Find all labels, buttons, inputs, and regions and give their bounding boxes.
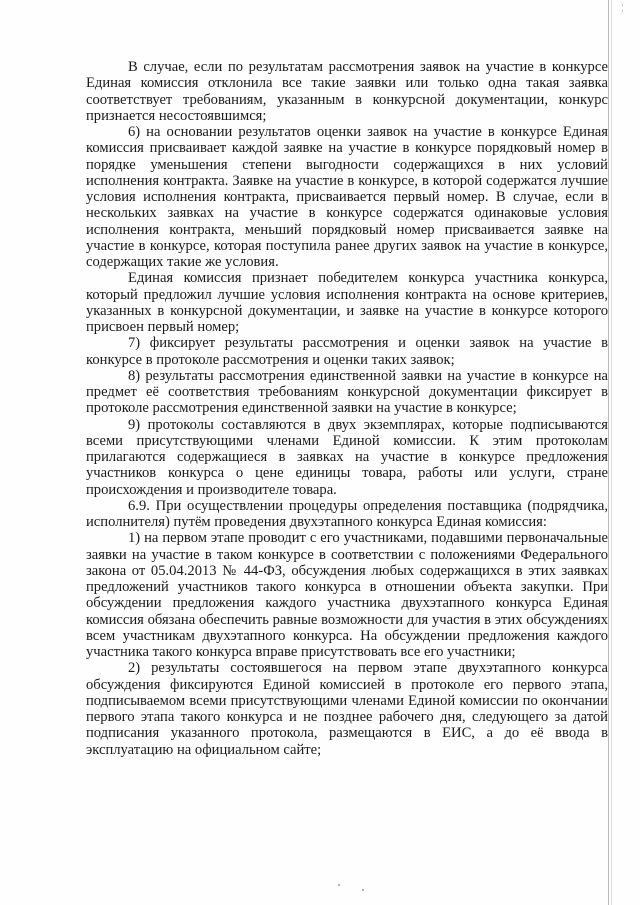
paragraph-item-8: 8) результаты рассмотрения единственной заявки на участие в конкурсе на предмет её соответствия требованиям конкурсной документации фиксирует в протоколе рассмотрения единственной заявки на участие в конкурсе; — [86, 367, 608, 417]
paragraph-item-6: 6) на основании результатов оценки заявок на участие в конкурсе Единая комиссия присваивает каждой заявке на участие в конкурсе порядковый номер в порядке уменьшения степени выгодности содержащихся в них условий исполнения контракта. Заявке на участие в конкурсе, в которой содержатся лучшие условия исполнения контракта, присваивается первый номер. В случае, если в нескольких заявках на участие в конкурсе содержатся одинаковые условия исполнения контракта, меньший порядковый номер присваивается заявке на участие в конкурсе, которая поступила ранее других заявок на участие в конкурсе, содержащих такие же условия. — [86, 124, 608, 270]
paragraph-conclusion: В случае, если по результатам рассмотрения заявок на участие в конкурсе Единая комиссия отклонила все такие заявки или только одна такая заявка соответствует требованиям, указанным в конкурсной документации, конкурс признается несостоявшимся; — [86, 59, 608, 124]
scan-speck — [338, 884, 340, 886]
paragraph-winner: Единая комиссия признает победителем конкурса участника конкурса, который предложил лучшие условия исполнения контракта на основе критериев, указанных в конкурсной документации, и заявке на участие в конкурсе которого присвоен первый номер; — [86, 270, 608, 335]
scan-edge-line — [608, 0, 609, 905]
paragraph-item-7: 7) фиксирует результаты рассмотрения и оценки заявок на участие в конкурсе в протоколе рассмотрения и оценки таких заявок; — [86, 335, 608, 368]
document-body — [86, 59, 608, 758]
paragraph-stage-1: 1) на первом этапе проводит с его участниками, подавшими первоначальные заявки на участие в таком конкурсе в соответствии с положениями Федерального закона от 05.04.2013 № 44-ФЗ, обсуждения любых содержащихся в этих заявках предложений участников такого конкурса в отношении объекта закупки. При обсуждении предложения каждого участника двухэтапного конкурса Единая комиссия обязана обеспечить равные возможности для участия в этих обсуждениях всем участникам двухэтапного конкурса. На обсуждении предложения каждого участника такого конкурса вправе присутствовать все его участники; — [86, 530, 608, 660]
scan-speck — [362, 889, 364, 891]
paragraph-section-6-9: 6.9. При осуществлении процедуры определения поставщика (подрядчика, исполнителя) путём проведения двухэтапного конкурса Единая комиссия: — [86, 497, 608, 530]
paragraph-stage-2: 2) результаты состоявшегося на первом этапе двухэтапного конкурса обсуждения фиксируются Единой комиссией в протоколе его первого этапа, подписываемом всеми присутствующими членами Единой комиссии по окончании первого этапа такого конкурса и не позднее рабочего дня, следующего за датой подписания указанного протокола, размещаются в ЕИС, а до её ввода в эксплуатацию на официальном сайте; — [86, 660, 608, 758]
margin-mark: ¦ — [622, 3, 624, 12]
paragraph-item-9: 9) протоколы составляются в двух экземплярах, которые подписываются всеми присутствующими членами Единой комиссии. К этим протоколам прилагаются содержащиеся в заявках на участие в конкурсе предложения участников конкурса о цене единицы товара, работы или услуги, стране происхождения и производителе товара. — [86, 416, 608, 498]
scan-edge-line-secondary — [611, 0, 612, 905]
